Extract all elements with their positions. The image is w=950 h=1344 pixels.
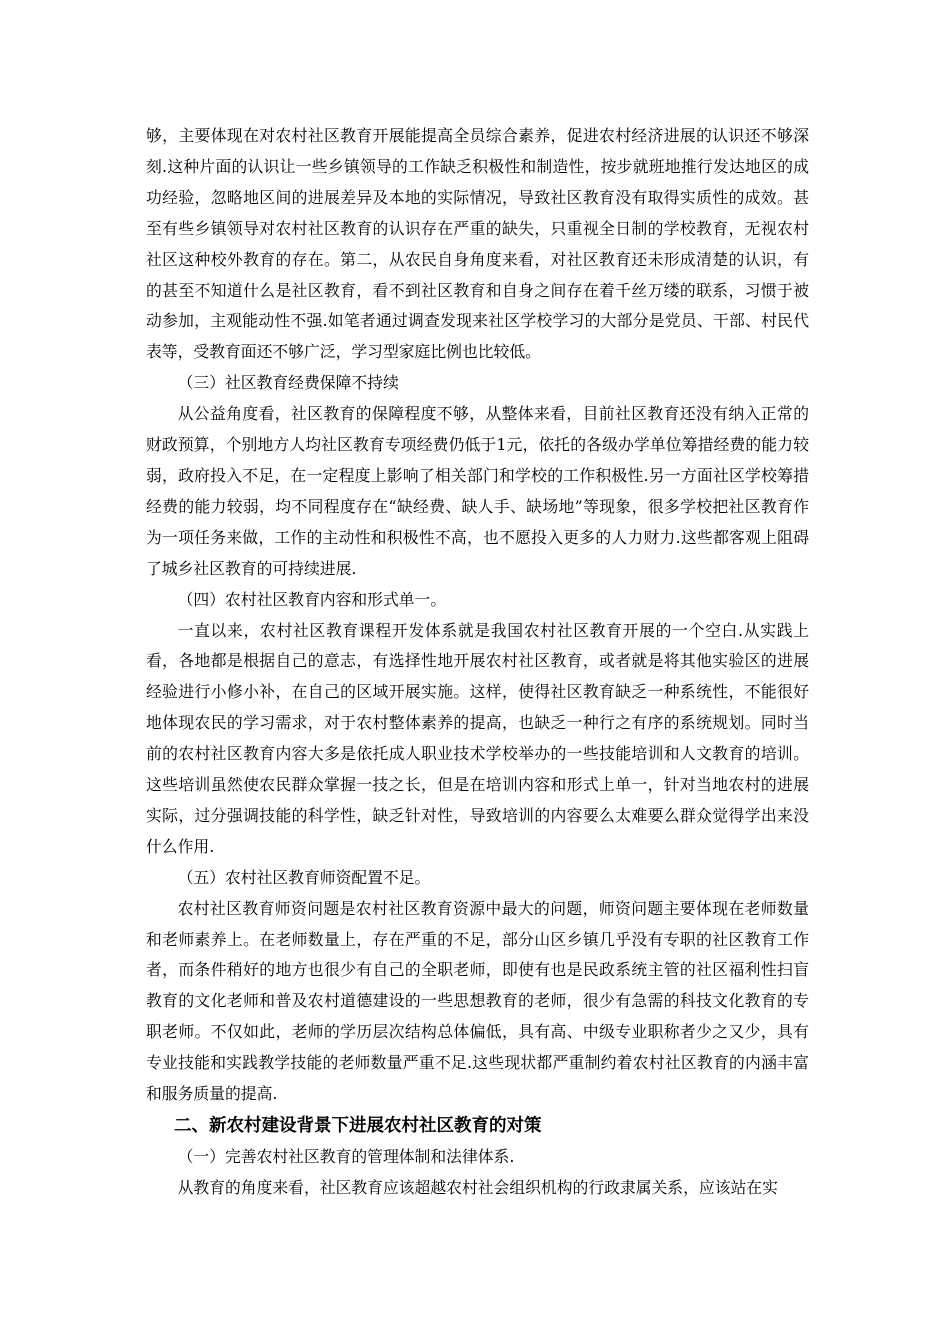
paragraph-teachers: 农村社区教育师资问题是农村社区教育资源中最大的问题，师资问题主要体现在老师数量和老师素养上。在老师数量上，存在严重的不足，部分山区乡镇几乎没有专职的社区教育工作者，而条件稍好的地方也很少有自己的全职老师，即使有也是民政系统主管的社区福利性扫盲教育的文化老师和普及农村道德建设的一些思想教育的老师，很少有急需的科技文化教育的专职老师。不仅如此，老师的学历层次结构总体偏低，具有高、中级专业职称者少之又少，具有专业技能和实践教学技能的老师数量严重不足.这些现状都严重制约着农村社区教育的内涵丰富和服务质量的提高. <box>146 898 809 1104</box>
paragraph-awareness: 够，主要体现在对农村社区教育开展能提高全员综合素养，促进农村经济进展的认识还不够深刻.这种片面的认识让一些乡镇领导的工作缺乏积极性和制造性，按步就班地推行发达地区的成功经验，忽略地区间的进展差异及本地的实际情况，导致社区教育没有取得实质性的成效。甚至有些乡镇领导对农村社区教育的认识存在严重的缺失，只重视全日制的学校教育，无视农村社区这种校外教育的存在。第二，从农民自身角度来看，对社区教育还未形成清楚的认识，有的甚至不知道什么是社区教育，看不到社区教育和自身之间存在着千丝万缕的联系，习惯于被动参加，主观能动性不强.如笔者通过调查发现来社区学校学习的大部分是党员、干部、村民代表等，受教育面还不够广泛，学习型家庭比例也比较低。 <box>146 126 809 362</box>
paragraph-funding: 从公益角度看，社区教育的保障程度不够，从整体来看，目前社区教育还没有纳入正常的财政预算，个别地方人均社区教育专项经费仍低于1元，依托的各级办学单位筹措经费的能力较弱，政府投入不足，在一定程度上影响了相关部门和学校的工作积极性.另一方面社区学校筹措经费的能力较弱，均不同程度存在“缺经费、缺人手、缺场地”等现象，很多学校把社区教育作为一项任务来做，工作的主动性和积极性不高，也不愿投入更多的人力财力.这些都客观上阻碍了城乡社区教育的可持续进展. <box>146 404 809 578</box>
paragraph-management: 从教育的角度来看，社区教育应该超越农村社会组织机构的行政隶属关系，应该站在实 <box>177 1177 778 1197</box>
subheading-management: （一）完善农村社区教育的管理体制和法律体系. <box>177 1147 515 1166</box>
document-page <box>146 121 809 1204</box>
subheading-content-form: （四）农村社区教育内容和形式单一。 <box>177 589 447 609</box>
subheading-teachers: （五）农村社区教育师资配置不足。 <box>177 867 431 887</box>
subheading-funding: （三）社区教育经费保障不持续 <box>177 373 399 393</box>
section-heading-countermeasures: 二、新农村建设背景下进展农村社区教育的对策 <box>174 1116 542 1136</box>
paragraph-content-form: 一直以来，农村社区教育课程开发体系就是我国农村社区教育开展的一个空白.从实践上看，各地都是根据自己的意志，有选择性地开展农村社区教育，或者就是将其他实验区的进展经验进行小修小补，在自己的区域开展实施。这样，使得社区教育缺乏一种系统性，不能很好地体现农民的学习需求，对于农村整体素养的提高，也缺乏一种行之有序的系统规划。同时当前的农村社区教育内容大多是依托成人职业技术学校举办的一些技能培训和人文教育的培训。这些培训虽然使农民群众掌握一技之长，但是在培训内容和形式上单一，针对当地农村的进展实际，过分强调技能的科学性，缺乏针对性，导致培训的内容要么太难要么群众觉得学出来没什么作用. <box>146 620 809 856</box>
